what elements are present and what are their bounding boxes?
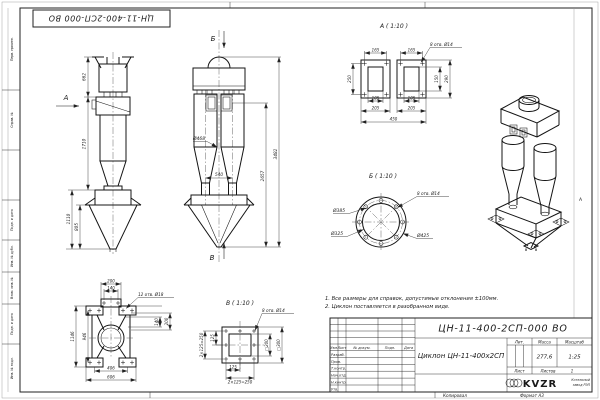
scale-label: Масштаб	[564, 339, 585, 345]
dim-text: Ø425	[417, 234, 430, 239]
dim-text: 2×125=250	[227, 379, 253, 385]
top-stamp	[33, 10, 170, 27]
margin-label: Подп. и дата	[10, 209, 14, 231]
centerlines	[89, 296, 133, 357]
dim-text: 105	[407, 95, 416, 101]
dim-text: 540	[215, 172, 223, 177]
hole-callout: 8 отв. Ø14	[262, 308, 285, 313]
view-arrow-label: В	[209, 254, 215, 262]
company-line: Котельный	[571, 378, 590, 382]
flange-right	[397, 60, 426, 98]
margin-label: Взам. инв. №	[10, 277, 14, 299]
section-title: Б ( 1:10 )	[369, 173, 397, 180]
row-label: Разраб.	[331, 352, 345, 357]
view-arrow-label: Б	[210, 35, 216, 43]
logo-coil-icon	[506, 379, 522, 387]
left-verticals	[338, 318, 415, 392]
row-label: Т.контр.	[331, 366, 347, 371]
extension-lines	[219, 57, 281, 247]
margin-label: Справ. №	[10, 112, 14, 128]
note-line: 2. Циклон поставляется в разобранном виде.	[325, 304, 450, 310]
section-a-view	[347, 23, 462, 124]
logo-text: KVZR	[522, 379, 558, 390]
margin-label: Инв. № дубл.	[10, 245, 14, 267]
margin-labels	[10, 37, 14, 379]
window-right	[404, 67, 419, 91]
sheet-label: Лист	[514, 368, 525, 374]
col-header: Подп.	[384, 345, 396, 350]
col-header: Изм.	[329, 345, 339, 350]
section-title: А ( 1:10 )	[380, 23, 408, 30]
stamp-number: ЦН-11-400-2СП-000 ВО	[48, 13, 154, 23]
col-header: Дата	[403, 345, 414, 350]
cyclone-left-flange	[502, 136, 524, 145]
dim-text: □200	[264, 339, 269, 351]
hole-callout: 12 отв. Ø18	[138, 292, 164, 297]
margin-label: Инв. № подл.	[10, 357, 14, 379]
section-b-view	[330, 173, 449, 251]
dim-text: 105	[371, 95, 380, 101]
centerlines	[352, 193, 410, 251]
dim-text: 140	[107, 285, 115, 291]
right-grid	[415, 338, 592, 392]
col-header: № докум.	[353, 345, 371, 350]
dim-text: 290	[444, 75, 450, 83]
row-label: Утв.	[331, 387, 339, 392]
margin-label: Перв. примен.	[10, 37, 14, 61]
tube-base-right	[541, 212, 549, 216]
dim-text: 662	[81, 73, 87, 81]
mass-label: Масса	[538, 339, 551, 345]
mass-value: 277,6	[536, 354, 553, 361]
inlet-window-left-inner	[208, 97, 215, 109]
cyclone-right-body	[534, 148, 556, 214]
leader-line	[255, 314, 294, 331]
scale-value: 1:25	[568, 354, 581, 361]
dim-text: 946	[82, 332, 87, 341]
cyclone-left-body	[502, 140, 524, 205]
company-line: завод РЭП	[572, 383, 590, 387]
window-left	[368, 67, 383, 91]
lit-label: Лит.	[514, 339, 525, 345]
product-name: Циклон ЦН-11-400х2СП	[417, 352, 505, 360]
leader-line	[126, 298, 174, 309]
dim-text: 205	[407, 105, 416, 111]
inlet-flange	[92, 100, 96, 109]
dim-text: 805	[74, 223, 80, 231]
dim-text: 200	[164, 317, 170, 326]
bottom-strip	[443, 393, 544, 398]
dim-text: 606	[107, 374, 115, 380]
dim-text: □300	[276, 339, 281, 351]
dim-text: Ø385	[333, 209, 346, 214]
leader-line	[398, 197, 450, 208]
dim-text: 165	[371, 47, 380, 53]
dim-text: 125	[210, 334, 216, 342]
note-line: 1. Все размеры для справок, допустимые отклонения ±100мм.	[325, 296, 499, 302]
inlet-window-right-inner	[223, 97, 230, 109]
notes	[325, 296, 498, 310]
dim-text: 200	[107, 278, 115, 284]
dim-text: 1146	[70, 331, 75, 342]
hole-callout: 8 отв. Ø14	[417, 191, 440, 196]
dim-text: 2657	[260, 170, 265, 182]
row-label: Н.контр.	[331, 380, 347, 385]
extension-lines	[351, 51, 452, 124]
view-front	[184, 30, 281, 262]
title-block	[330, 318, 592, 392]
format-label: Формат А3	[520, 393, 544, 398]
view-support-bottom	[70, 279, 174, 383]
row-label: Нач.отд.	[331, 373, 347, 378]
dim-text: 2×125=250	[199, 332, 205, 358]
row-label: Пров.	[331, 359, 342, 364]
dim-text: 250	[347, 75, 352, 83]
tube-base-left	[509, 205, 517, 209]
dim-text: 140	[154, 318, 160, 326]
hopper-iso	[496, 223, 561, 251]
dim-text: Ø325	[331, 232, 344, 237]
support-box-iso	[496, 197, 561, 238]
hole-callout: 8 отв. Ø14	[430, 42, 453, 47]
sheets-value: 1	[570, 368, 574, 374]
cyclone-right-flange	[534, 144, 556, 153]
copied-label: Копировал	[443, 393, 467, 398]
dim-text: 205	[371, 105, 380, 111]
dim-text: Ø468	[193, 137, 206, 142]
view-side	[56, 52, 141, 254]
dim-text: 125	[229, 364, 237, 370]
dim-text: 1110	[66, 213, 71, 225]
dim-text: 165	[407, 47, 416, 53]
section-title: В ( 1:10 )	[226, 300, 254, 307]
doc-number: ЦН-11-400-2СП-000 ВО	[438, 323, 568, 335]
dim-text: 450	[389, 116, 398, 122]
leader-line	[193, 142, 217, 148]
dim-text: 3482	[273, 148, 278, 160]
margin-label: Подп. и дата	[10, 313, 14, 335]
view-arrow-label: А	[63, 94, 69, 102]
col-header: Лист	[337, 345, 347, 350]
window-iso-left	[510, 125, 517, 134]
inlet-window-right	[221, 95, 232, 111]
flange-left	[361, 60, 390, 98]
zone-mark: А	[579, 198, 583, 203]
outlet-ring-outer	[519, 96, 539, 105]
sheets-label: Листов	[540, 368, 556, 374]
dim-text: 150	[434, 75, 440, 83]
leader-line	[421, 48, 462, 63]
section-v-view	[199, 300, 294, 385]
dim-text: 1710	[81, 138, 87, 150]
inlet-window-left	[206, 95, 217, 111]
dim-text: 406	[107, 365, 115, 371]
view-isometric	[488, 96, 569, 252]
